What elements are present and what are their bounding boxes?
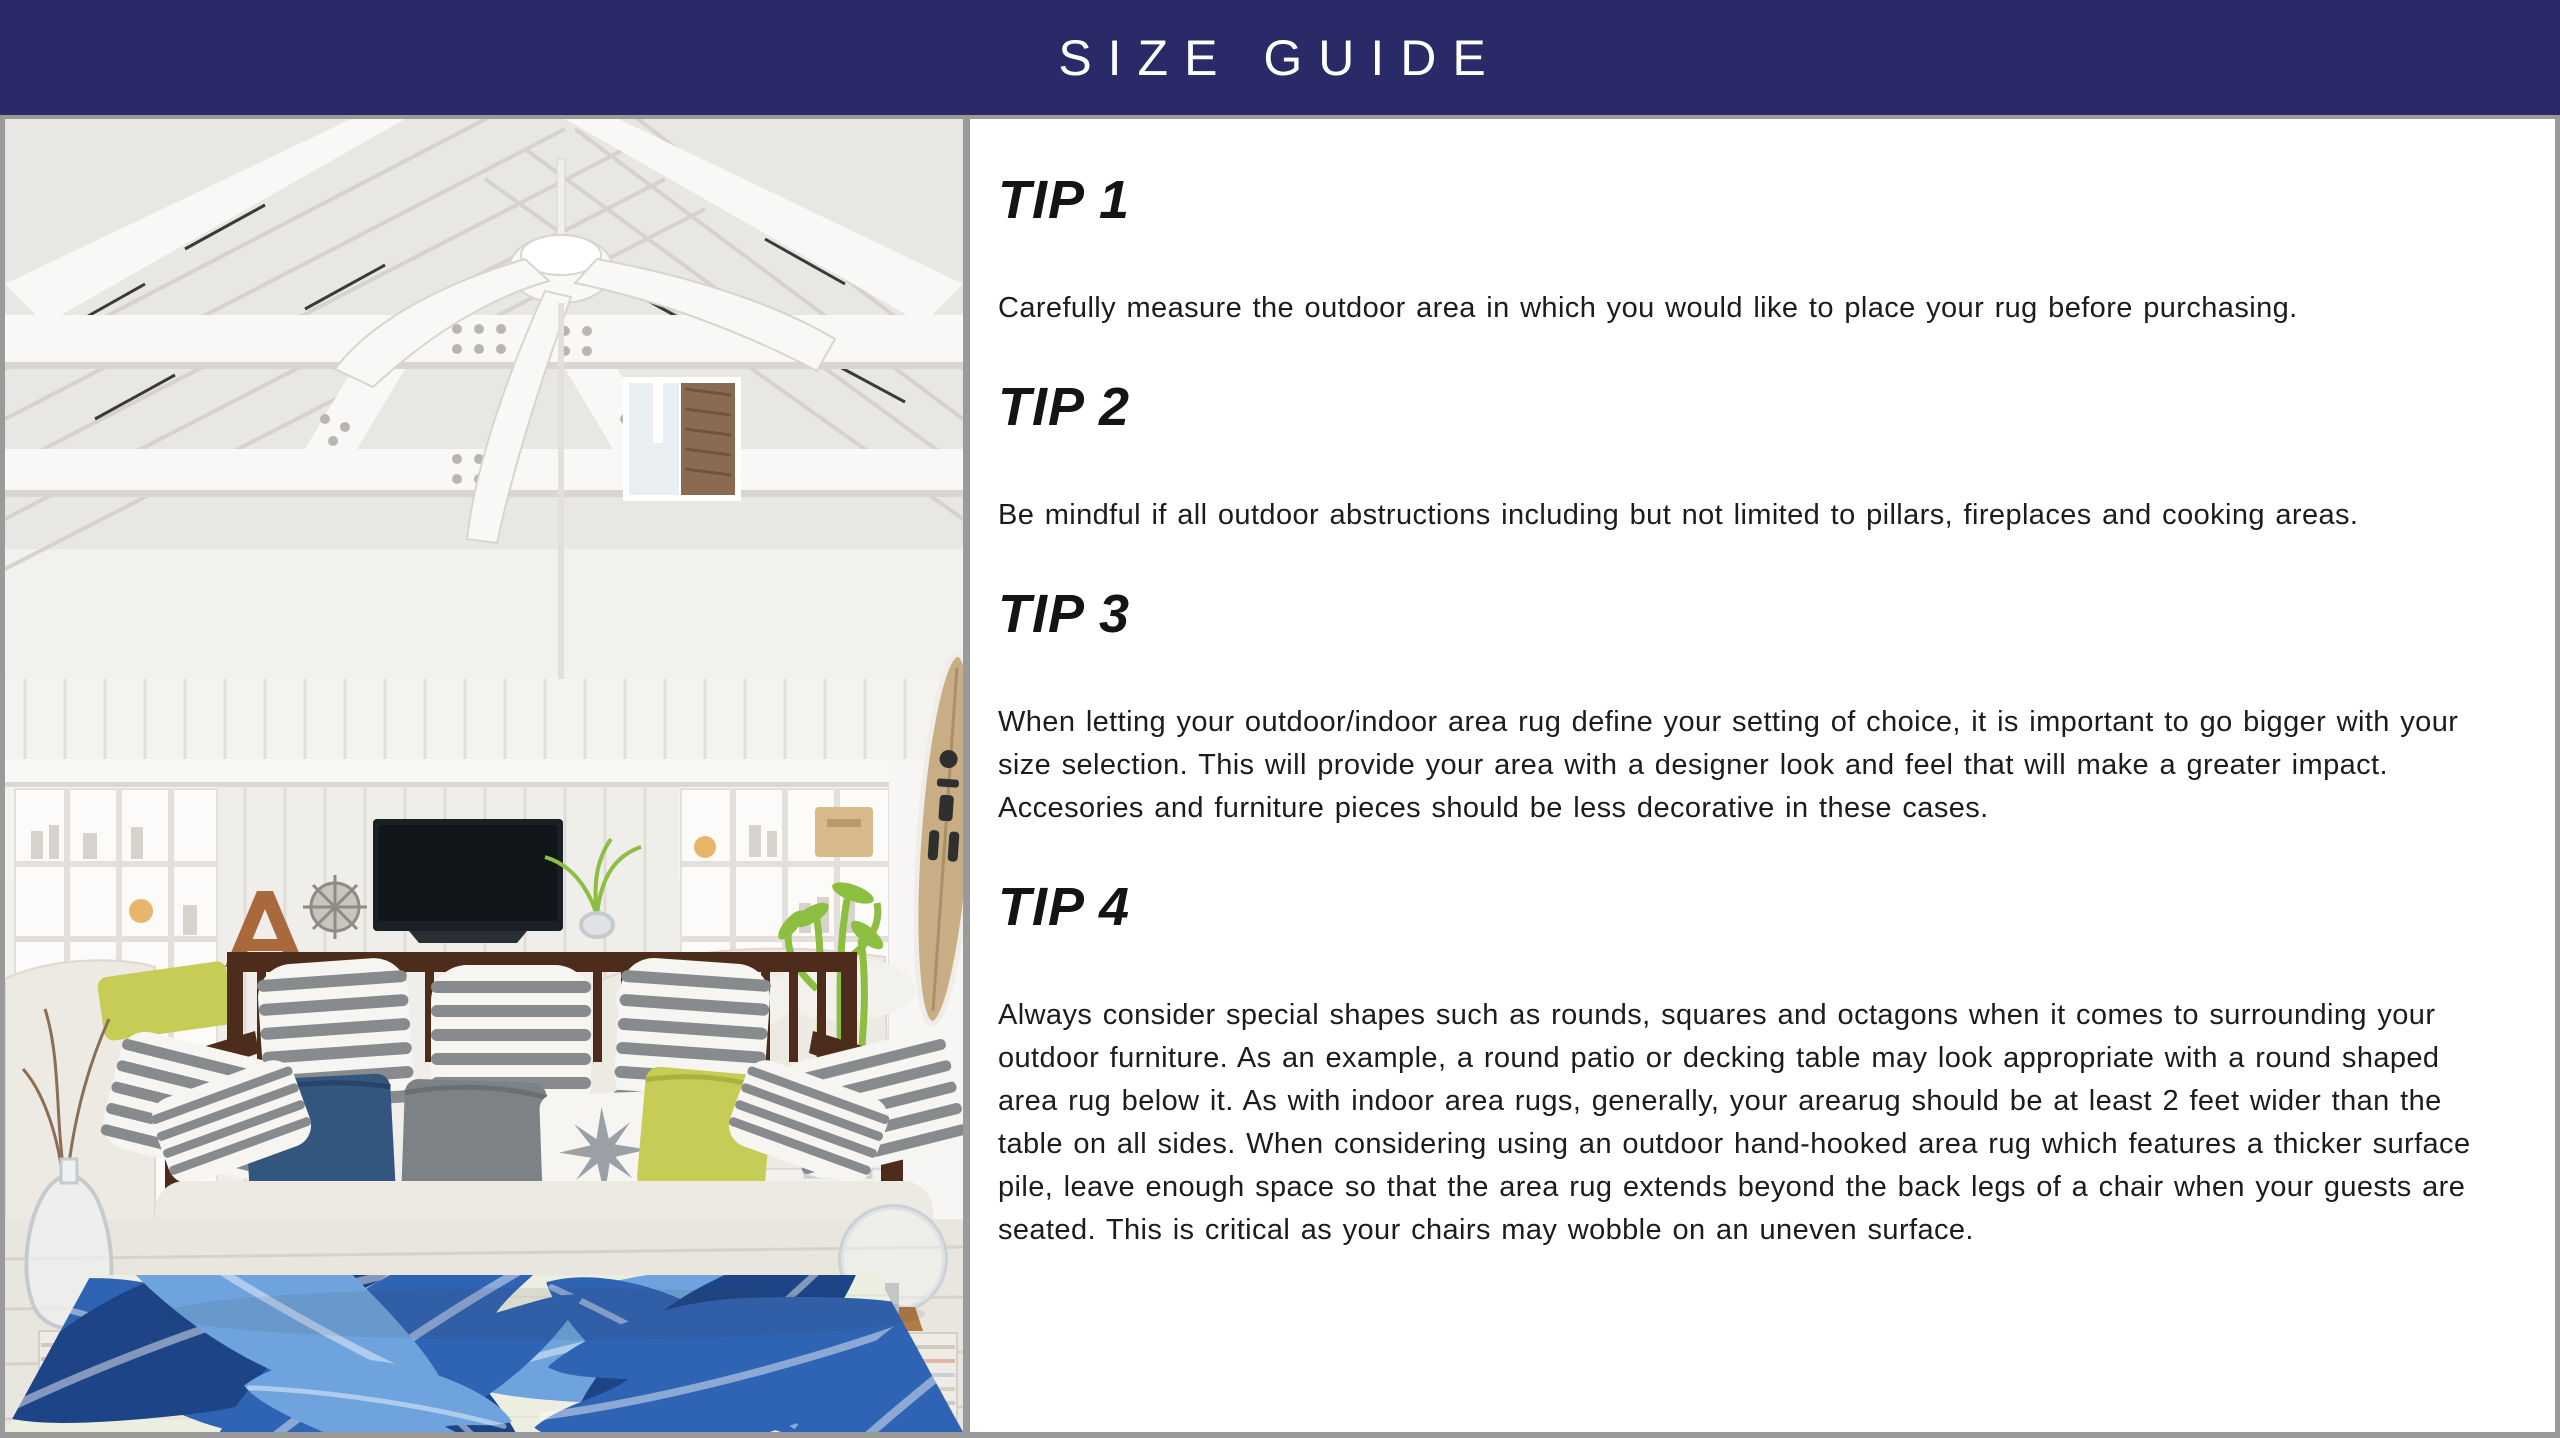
tip-1-heading: TIP 1 — [998, 170, 1131, 230]
room-photo — [5, 119, 970, 1432]
tip-3-body: When letting your outdoor/indoor area rug define your setting of choice, it is important to go bigger with your size selection. This will provide your area with a designer look and feel that will make a greater impact. Accesories and furniture pieces should be less decorative in these cases. — [998, 706, 2459, 824]
tip-3-heading: TIP 3 — [998, 584, 1131, 644]
room-scene — [5, 119, 963, 1432]
tip-1-body: Carefully measure the outdoor area in which you would like to place your rug before purchasing. — [998, 292, 2298, 324]
header-bar — [0, 0, 2560, 115]
tips-panel — [970, 119, 2555, 1432]
tip-4-heading: TIP 4 — [998, 877, 1131, 937]
clerestory-window — [623, 377, 741, 501]
tip-4-body: Always consider special shapes such as rounds, squares and octagons when it comes to surrounding your outdoor furniture. As an example, a round patio or decking table may look appropriate with a round shaped area rug below it. As with indoor area rugs, generally, your arearug should be at least 2 feet wider than the table on all sides. When considering using an outdoor hand-hooked area rug which features a thicker surface pile, leave enough space so that the area rug extends beyond the back legs of a chair when your guests are seated. This is critical as your chairs may wobble on an uneven surface. — [998, 999, 2471, 1246]
content-frame — [0, 115, 2560, 1438]
tip-2-body: Be mindful if all outdoor abstructions including but not limited to pillars, fireplaces and cooking areas. — [998, 499, 2359, 531]
tip-2-heading: TIP 2 — [998, 377, 1131, 437]
tv — [373, 819, 563, 943]
room-photo-illustration — [5, 119, 963, 1432]
page-title: SIZE GUIDE — [1058, 29, 1502, 86]
